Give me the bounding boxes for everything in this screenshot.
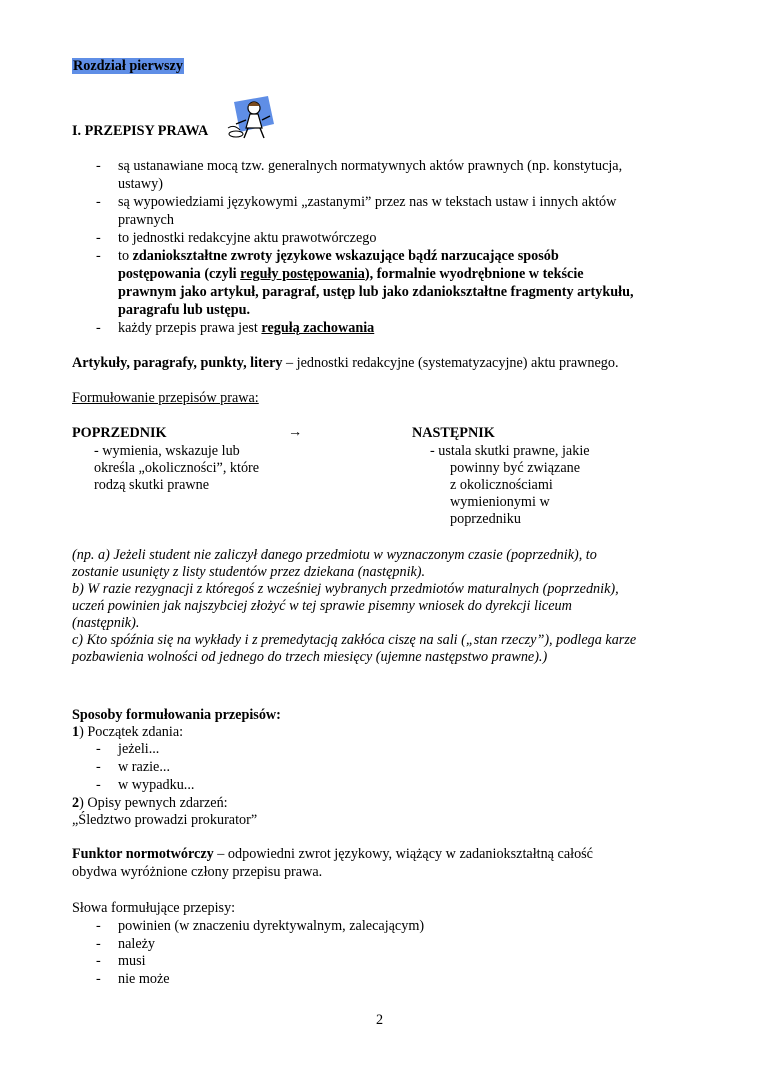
formulation-heading: Formułowanie przepisów prawa: [72,390,259,406]
successor-line: - ustala skutki prawne, jakie [430,443,590,459]
bullet-dash: - [96,248,101,264]
methods-list-item: jeżeli... [118,741,160,757]
words-list-item: należy [118,936,156,952]
words-list-item: musi [118,953,146,969]
predecessor-line: - wymienia, wskazuje lub [94,443,240,459]
bullet-4-line-1: to zdaniokształtne zwroty językowe wskazujące bądź narzucające sposób [118,248,559,264]
bullet-1-line-2: ustawy) [118,176,163,192]
bullet-dash: - [96,953,101,969]
bullet-dash: - [96,320,101,336]
words-list-item: powinien (w znaczeniu dyrektywalnym, zalecającym) [118,918,425,934]
predecessor-title: POPRZEDNIK [72,425,167,441]
methods-heading: Sposoby formułowania przepisów: [72,707,281,723]
example-line: (np. a) Jeżeli student nie zaliczył danego przedmiotu w wyznaczonym czasie (poprzednik), to [72,547,597,563]
person-at-desk-clipart-icon [224,94,276,140]
methods-item-2: 2) Opisy pewnych zdarzeń: [72,795,228,811]
bullet-dash: - [96,158,101,174]
section-heading: I. PRZEPISY PRAWA [72,123,209,139]
bullet-dash: - [96,759,101,775]
example-line: zostanie usunięty z listy studentów przez dziekana (następnik). [72,564,426,580]
bullet-4-line-4: paragrafu lub ustępu. [118,302,251,318]
bullet-2-line-1: są wypowiedziami językowymi „zastanymi” przez nas w tekstach ustaw i innych aktów [118,194,617,210]
successor-line: poprzedniku [450,511,521,527]
bullet-dash: - [96,777,101,793]
bullet-dash: - [96,936,101,952]
bullet-dash: - [96,971,101,987]
bullet-3-line-1: to jednostki redakcyjne aktu prawotwórczego [118,230,377,246]
predecessor-line: rodzą skutki prawne [94,477,210,493]
bullet-dash: - [96,741,101,757]
units-sentence: Artykuły, paragrafy, punkty, litery – jednostki redakcyjne (systematyzacyjne) aktu prawnego. [72,355,619,371]
example-line: uczeń powinien jak najszybciej złożyć w tej sprawie pisemny wniosek do dyrekcji liceum [72,598,572,614]
successor-line: z okolicznościami [450,477,553,493]
example-line: pozbawienia wolności od jednego do trzech miesięcy (ujemne następstwo prawne).) [72,649,548,665]
successor-line: powinny być związane [450,460,581,476]
words-list-item: nie może [118,971,170,987]
bullet-5-line-1: każdy przepis prawa jest regułą zachowania [118,320,375,336]
example-line: (następnik). [72,615,140,631]
bullet-1-line-1: są ustanawiane mocą tzw. generalnych normatywnych aktów prawnych (np. konstytucja, [118,158,623,174]
methods-list-item: w wypadku... [118,777,195,793]
predecessor-line: określa „okoliczności”, które [94,460,260,476]
bullet-dash: - [96,230,101,246]
bullet-4-line-2: postępowania (czyli reguły postępowania), formalnie wyodrębnione w tekście [118,266,584,282]
bullet-4-line-3: prawnym jako artykuł, paragraf, ustęp lub jako zdaniokształtne fragmenty artykułu, [118,284,634,300]
example-line: b) W razie rezygnacji z któregoś z wcześniej wybranych przedmiotów maturalnych (poprzednik), [72,581,619,597]
functor-definition: Funktor normotwórczy – odpowiedni zwrot językowy, wiążący w zadaniokształtną całość [72,846,593,862]
successor-line: wymienionymi w [450,494,550,510]
bullet-dash: - [96,194,101,210]
bullet-2-line-2: prawnych [118,212,174,228]
chapter-title: Rozdział pierwszy [73,58,183,74]
example-line: c) Kto spóźnia się na wykłady i z premedytacją zakłóca ciszę na sali („stan rzeczy”), podlega karze [72,632,637,648]
words-heading: Słowa formułujące przepisy: [72,900,236,916]
arrow-icon: → [288,424,303,440]
methods-item-2-example: „Śledztwo prowadzi prokurator” [72,812,258,828]
successor-title: NASTĘPNIK [412,425,495,441]
methods-list-item: w razie... [118,759,170,775]
functor-definition-line-2: obydwa wyróżnione człony przepisu prawa. [72,864,323,880]
bullet-dash: - [96,918,101,934]
methods-item-1: 1) Początek zdania: [72,724,184,740]
page-number: 2 [376,1012,384,1028]
